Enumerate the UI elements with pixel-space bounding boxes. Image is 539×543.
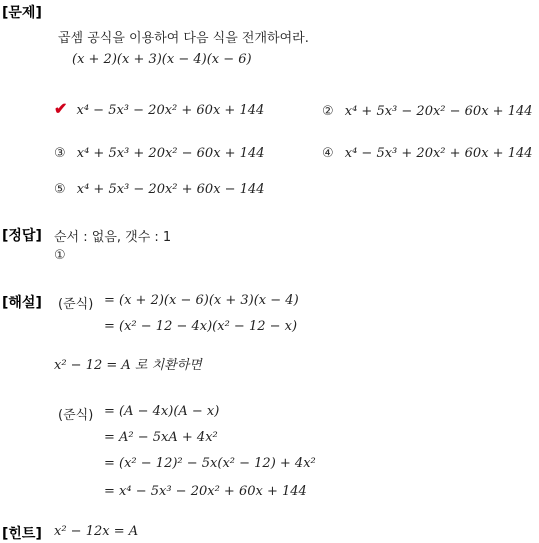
explanation-lhs: (준식): [58, 297, 94, 312]
option-4-text: x⁴ − 5x³ + 20x² + 60x + 144: [344, 146, 533, 161]
option-3-text: x⁴ + 5x³ + 20x² − 60x + 144: [76, 146, 265, 161]
substitution-line: x² − 12 = A 로 치환하면: [54, 358, 202, 373]
answer-label: [정답]: [2, 228, 42, 244]
hint-label: [힌트]: [2, 526, 42, 542]
problem-label: [문제]: [2, 5, 42, 21]
option-1-text: x⁴ − 5x³ − 20x² + 60x + 144: [76, 103, 265, 118]
option-1[interactable]: [54, 99, 264, 118]
problem-instruction: 곱셈 공식을 이용하여 다음 식을 전개하여라.: [58, 31, 309, 46]
explanation-step: = (x² − 12 − 4x)(x² − 12 − x): [104, 319, 298, 334]
explanation-step: = (x + 2)(x − 6)(x + 3)(x − 4): [104, 293, 299, 308]
option-2-text: x⁴ + 5x³ − 20x² − 60x + 144: [344, 104, 533, 119]
option-2[interactable]: [322, 100, 533, 119]
explanation-step: = A² − 5xA + 4x²: [104, 430, 218, 445]
answer-meta: 순서 : 없음, 갯수 : 1: [54, 230, 172, 245]
option-4[interactable]: [322, 142, 533, 161]
explanation-lhs: (준식): [58, 408, 94, 423]
option-3-marker: ③: [54, 146, 66, 161]
explanation-step: = x⁴ − 5x³ − 20x² + 60x + 144: [104, 484, 307, 499]
option-5-marker: ⑤: [54, 182, 66, 197]
option-4-marker: ④: [322, 146, 334, 161]
option-5[interactable]: [54, 178, 265, 197]
explanation-step: = (A − 4x)(A − x): [104, 404, 220, 419]
option-2-marker: ②: [322, 104, 334, 119]
problem-expression: (x + 2)(x + 3)(x − 4)(x − 6): [72, 52, 252, 67]
option-5-text: x⁴ + 5x³ − 20x² + 60x − 144: [76, 182, 265, 197]
hint-text: x² − 12x = A: [54, 524, 139, 539]
explanation-step: = (x² − 12)² − 5x(x² − 12) + 4x²: [104, 456, 316, 471]
check-icon: ✔: [54, 99, 68, 118]
option-3[interactable]: [54, 142, 265, 161]
explanation-label: [해설]: [2, 295, 42, 311]
answer-value: ①: [54, 248, 66, 263]
